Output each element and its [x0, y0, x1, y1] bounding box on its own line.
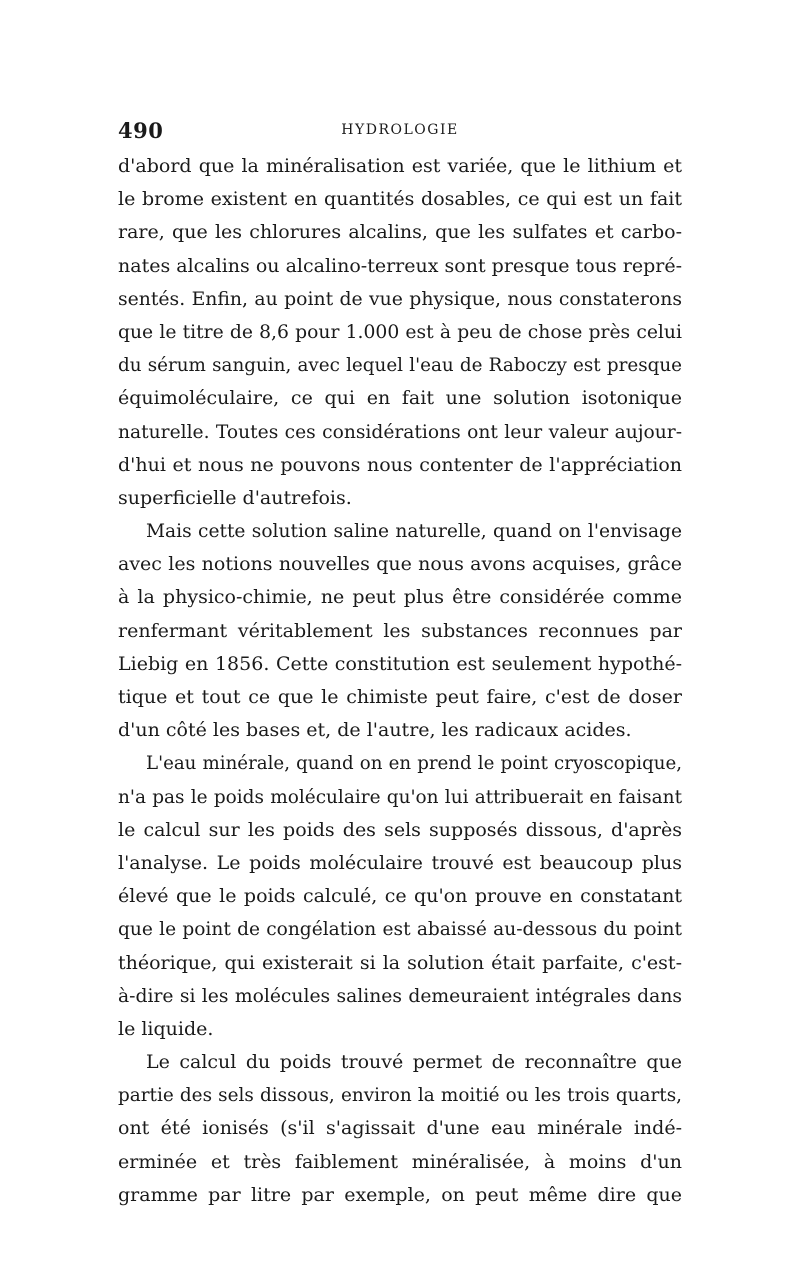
- running-head: [118, 118, 682, 148]
- text-line: l'analyse. Le poids moléculaire trouvé est beaucoup plus: [118, 851, 682, 874]
- text-line: nates alcalins ou alcalino-terreux sont presque tous repré-: [118, 254, 682, 277]
- text-line: sentés. Enfin, au point de vue physique, nous constaterons: [118, 288, 682, 310]
- text-line: L'eau minérale, quand on en prend le point cryoscopique,: [146, 753, 682, 775]
- running-title: HYDROLOGIE: [341, 122, 459, 138]
- text-line: d'hui et nous ne pouvons nous contenter de l'appréciation: [118, 453, 682, 476]
- text-line: rare, que les chlorures alcalins, que les sulfates et carbo-: [118, 221, 682, 244]
- text-line: tique et tout ce que le chimiste peut faire, c'est de doser: [118, 686, 682, 708]
- text-line: à-dire si les molécules salines demeuraient intégrales dans: [118, 985, 682, 1007]
- text-body: [118, 150, 682, 1212]
- text-line: d'un côté les bases et, de l'autre, les radicaux acides.: [118, 719, 632, 742]
- text-line: élevé que le poids calculé, ce qu'on prouve en constatant: [118, 885, 682, 908]
- text-line: n'a pas le poids moléculaire qu'on lui attribuerait en faisant: [118, 786, 682, 808]
- text-line: le brome existent en quantités dosables, ce qui est un fait: [118, 188, 682, 211]
- text-line: que le point de congélation est abaissé au-dessous du point: [118, 919, 682, 941]
- text-line: que le titre de 8,6 pour 1.000 est à peu de chose près celui: [118, 321, 682, 343]
- text-line: superficielle d'autrefois.: [118, 486, 352, 509]
- text-line: partie des sels dissous, environ la moitié ou les trois quarts,: [118, 1085, 682, 1107]
- text-line: Mais cette solution saline naturelle, quand on l'envisage: [146, 521, 682, 543]
- text-line: équimoléculaire, ce qui en fait une solution isotonique: [118, 387, 682, 410]
- text-line: renfermant véritablement les substances reconnues par: [118, 619, 682, 642]
- text-line: naturelle. Toutes ces considérations ont leur valeur aujour-: [118, 421, 682, 443]
- text-line: Le calcul du poids trouvé permet de reconnaître que: [146, 1051, 682, 1074]
- text-line: le calcul sur les poids des sels supposés dissous, d'après: [118, 818, 682, 841]
- text-line: du sérum sanguin, avec lequel l'eau de Raboczy est presque: [118, 355, 682, 377]
- text-line: théorique, qui existerait si la solution était parfaite, c'est-: [118, 951, 682, 974]
- text-line: le liquide.: [118, 1017, 214, 1040]
- text-line: erminée et très faiblement minéralisée, à moins d'un: [118, 1150, 682, 1173]
- text-line: d'abord que la minéralisation est variée, que le lithium et: [118, 155, 682, 177]
- page-number: 490: [118, 118, 164, 143]
- text-line: gramme par litre par exemple, on peut même dire que: [118, 1183, 682, 1206]
- text-line: à la physico-chimie, ne peut plus être considérée comme: [118, 586, 682, 609]
- text-line: avec les notions nouvelles que nous avons acquises, grâce: [118, 553, 682, 576]
- text-line: ont été ionisés (s'il s'agissait d'une eau minérale indé-: [118, 1117, 682, 1140]
- text-line: Liebig en 1856. Cette constitution est seulement hypothé-: [118, 652, 682, 675]
